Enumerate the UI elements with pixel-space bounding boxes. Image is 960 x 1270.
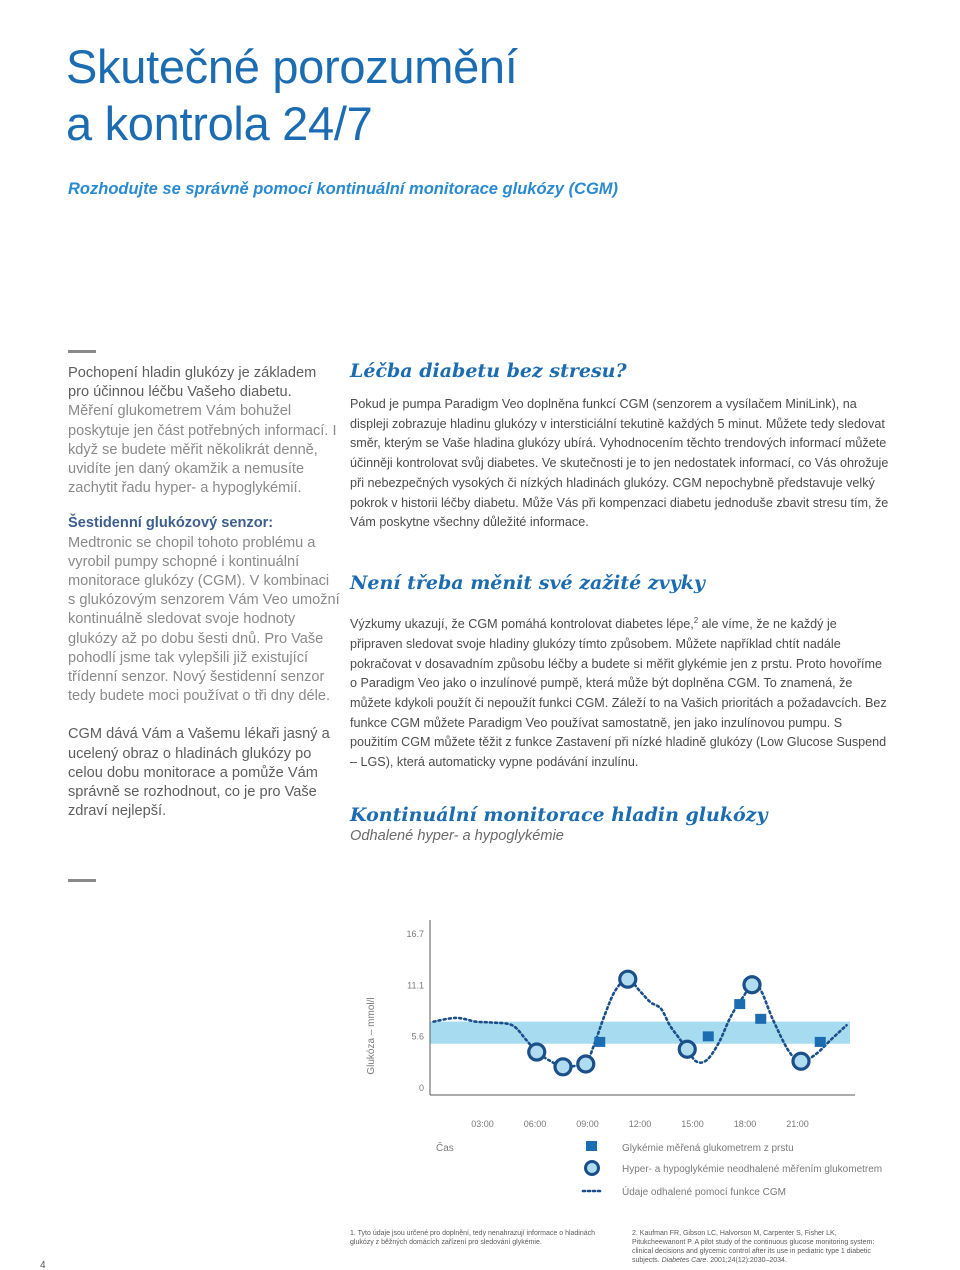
intro-dark-text: Pochopení hladin glukózy je základem pro účinnou léčbu Vašeho diabetu. (68, 365, 317, 401)
y-tick-label: 11.1 (407, 980, 424, 991)
x-tick-label: 09:00 (576, 1119, 599, 1129)
y-axis-label: Glukóza – mmol/l (366, 997, 377, 1075)
section-habits (350, 572, 890, 773)
finger-stick-point (734, 999, 745, 1009)
x-tick-label: 21:00 (786, 1119, 809, 1129)
x-tick-label: 18:00 (733, 1119, 757, 1129)
left-column (68, 364, 340, 821)
hypo-hyper-point (679, 1041, 695, 1057)
legend-label-dotted: Údaje odhalené pomocí funkce CGM (622, 1187, 786, 1198)
section1-body (350, 395, 890, 533)
y-tick-label: 0 (418, 1083, 424, 1093)
section1-text-4: Ve skutečnosti je to jen nedostatek informací, co Vás ohrožuje při nebezpečných vysokých či nízkých hladinách glukózy. (350, 456, 889, 490)
section1-text-1: Pokud je pumpa Paradigm Veo doplněna funkcí CGM (senzorem a vysílačem MiniLink), na displeji zobrazuje hladinu glukózy v intersticiální tekutině každých 5 minut. (350, 397, 857, 431)
page-title (66, 38, 886, 152)
section-stress-free (350, 360, 890, 533)
x-tick-label: 12:00 (628, 1119, 652, 1129)
section2-text-1b: ale víme, že ne každý je připraven sledovat svoje hladiny glukózy tímto způsobem. (350, 617, 837, 651)
legend-label-square: Glykémie měřená glukometrem z prstu (622, 1143, 794, 1154)
page-subtitle: Rozhodujte se správně pomocí kontinuální monitorace glukózy (CGM) (68, 180, 619, 198)
section1-text-2: Můžete tedy sledovat směr, kterým se Vaše hladina glukózy ubírá. (350, 416, 885, 451)
section2-heading: Není třeba měnit své zažité zvyky (350, 572, 705, 594)
page-number: 4 (40, 1260, 46, 1270)
legend-square-icon (586, 1141, 597, 1151)
title-line-1: Skutečné porozumění (66, 40, 518, 93)
hypo-hyper-point (744, 977, 760, 993)
y-tick-label: 5.6 (411, 1031, 424, 1042)
closing-paragraph: CGM dává Vám a Vašemu lékaři jasný a ucelený obraz o hladinách glukózy po celou dobu monitorace a pomůže Vám správně se rozhodnout, co je pro Vaše zdraví nejlepší. (68, 726, 330, 820)
x-tick-label: 03:00 (471, 1119, 494, 1129)
finger-stick-point (594, 1037, 605, 1047)
hypo-hyper-point (620, 971, 636, 987)
chart-heading: Kontinuální monitorace hladin glukózy (350, 804, 768, 826)
x-tick-label: 15:00 (681, 1119, 704, 1129)
sensor-text-1: Medtronic se chopil tohoto problému a vyrobil pumpy schopné i kontinuální monitorace glukózy (CGM). (68, 534, 316, 590)
x-tick-label: 06:00 (523, 1119, 547, 1129)
footnote-2-end: . 2001;24(12):2030–2034. (706, 1257, 787, 1264)
section2-text-3: Proto hovoříme o Paradigm Veo jako o inzulínové pumpě, která může být doplněna CGM. (350, 656, 883, 691)
hypo-hyper-point (555, 1059, 571, 1075)
title-line-2: a kontrola 24/7 (66, 97, 373, 150)
top-divider (68, 350, 96, 353)
section1-text-5: CGM nepochybně představuje velký pokrok v historii léčby diabetu. (350, 475, 875, 510)
footnote-1: 1. Tyto údaje jsou určené pro doplnění, tedy nenahrazují informace o hladinách glukózy z běžných domácích zařízení pro sledování glykémie. (350, 1230, 596, 1246)
sensor-paragraph (68, 534, 340, 707)
finger-stick-point (703, 1031, 714, 1041)
sensor-text-2: V kombinaci s glukózovým senzorem Vám Veo umožní kontinuálně sledovat svoje hodnoty glukózy až po dobu šesti dnů. (68, 573, 340, 647)
cgm-chart (0, 920, 960, 1220)
legend-label-circle: Hyper- a hypoglykémie neodhalené měřením glukometrem (622, 1164, 883, 1175)
sensor-heading: Šestidenní glukózový senzor: (68, 515, 274, 532)
intro-muted-text: Měření glukometrem Vám bohužel poskytuje jen část potřebných informací. I když se budete měřit několikrát denně, uvidíte jen daný okamžik a nemusíte zachytit řadu hyper- a hypoglykémií. (68, 403, 337, 497)
footnote-ref: 2 (693, 616, 699, 625)
section2-text-4: To znamená, že můžete kdykoli použít či nepoužít funkci CGM. (350, 676, 853, 710)
section2-text-7: S použitím CGM můžete těžit z funkce Zastavení při nízké hladině glukózy (Low Glucose Suspend – LGS), která automaticky vypne podávání inzulínu. (350, 715, 887, 770)
bottom-divider (68, 879, 96, 882)
intro-paragraph (68, 364, 340, 498)
sensor-text-3: Pro Vaše pohodlí jsme tak vylepšili již existující třídenní senzor. Nový šestidenní senzor tedy budete moci používat o tři dny déle. (68, 630, 331, 705)
section2-text-2: Můžete například chtít nadále pokračovat v dosavadním způsobu léčby a budete si měřit glykémie jen z prstu. (350, 636, 841, 671)
section2-text-6: Bez funkce CGM můžete Paradigm Veo používat samostatně, jen jako inzulínovou pumpu. (350, 696, 887, 730)
section1-text-3: Vyhodnocením těchto trendových informací můžete účinněji kontrolovat svůj diabetes. (350, 436, 887, 471)
footnote-2-journal: Diabetes Care (661, 1257, 707, 1264)
hypo-hyper-point (793, 1053, 809, 1069)
x-axis-label: Čas (436, 1143, 454, 1154)
chart-section (350, 804, 890, 844)
footnote-2-text: 2. Kaufman FR, Gibson LC, Halvorson M, Carpenter S, Fisher LK, Pitukcheewanont P. A pilot study of the continuous glucose monitoring system: clinical decisions and glycemic control after its use in pediatric type 1 diabetic subjects. (632, 1230, 875, 1264)
target-range-band (430, 1022, 850, 1044)
footnote-2 (632, 1229, 887, 1265)
section2-text-5: Záleží to na Vašich prioritách a požadavcích. (611, 696, 862, 710)
legend-circle-icon (586, 1162, 599, 1175)
hypo-hyper-point (529, 1044, 545, 1060)
y-tick-label: 16.7 (406, 929, 424, 939)
section1-text-6: Může Vás při kompenzaci diabetu jednoduše zbavit stresu tím, že Vám poskytne všechny důležité informace. (350, 495, 889, 530)
hypo-hyper-point (578, 1056, 594, 1072)
section2-body (350, 611, 890, 773)
finger-stick-point (755, 1014, 766, 1024)
section1-heading: Léčba diabetu bez stresu? (350, 360, 627, 382)
chart-subheading: Odhalené hyper- a hypoglykémie (350, 828, 564, 844)
section2-text-1a: Výzkumy ukazují, že CGM pomáhá kontrolovat diabetes lépe, (350, 617, 694, 632)
finger-stick-point (815, 1037, 826, 1047)
